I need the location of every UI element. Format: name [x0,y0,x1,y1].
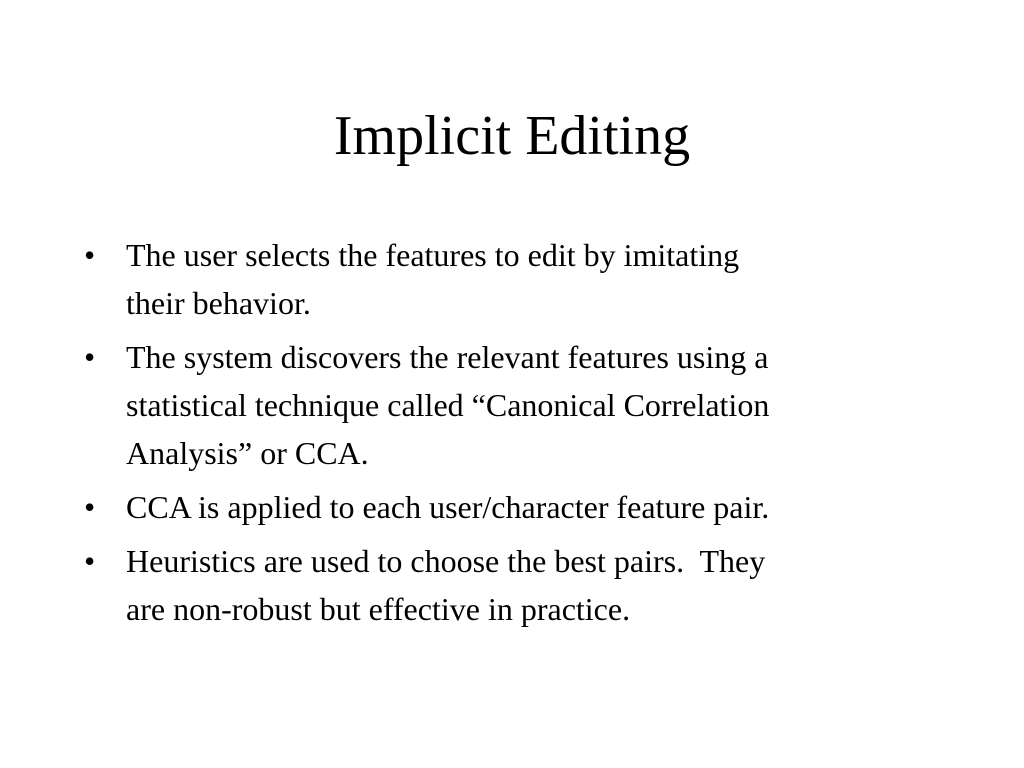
bullet-dot-icon: • [84,237,96,273]
bullet-dot-icon: • [84,489,96,525]
bullet-text-line: statistical technique called “Canonical Correlation [126,387,770,423]
bullet-item-2 [84,333,944,477]
bullet-text-line: Analysis” or CCA. [126,435,369,471]
bullet-text-line: The system discovers the relevant features using a [126,339,769,375]
bullet-item-4 [84,537,944,633]
bullet-text-line: Heuristics are used to choose the best pairs. They [126,543,766,579]
bullet-item-3 [84,483,944,531]
bullet-dot-icon: • [84,339,96,375]
bullet-dot-icon: • [84,543,96,579]
bullet-text-line: their behavior. [126,285,311,321]
bullet-text-line: CCA is applied to each user/character feature pair. [126,489,770,525]
bullet-text-line: The user selects the features to edit by imitating [126,237,740,273]
slide-title: Implicit Editing [333,105,691,167]
bullet-list [84,231,944,639]
bullet-text-line: are non-robust but effective in practice. [126,591,631,627]
bullet-item-1 [84,231,944,327]
